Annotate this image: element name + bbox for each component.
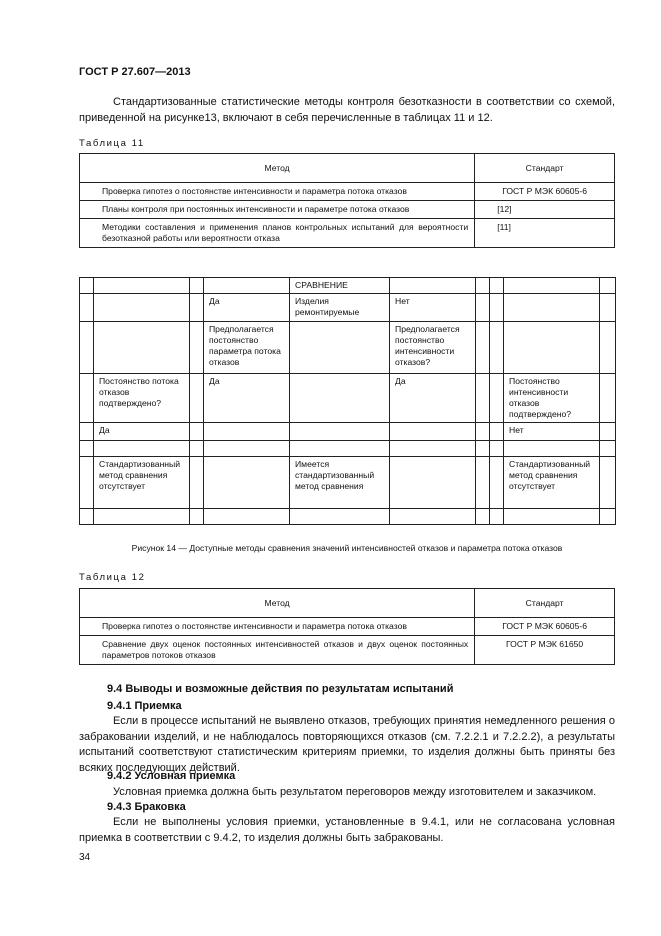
repairable-question-cell: Изделия ремонтируемые <box>290 294 390 322</box>
intro-paragraph: Стандартизованные статистические методы контроля безотказности в соответствии со схемой, приведенной на рисунке13, включают в себя перечисленные в таблицах 11 и 12. <box>79 96 615 124</box>
table12-header-method: Метод <box>80 589 475 618</box>
assumed-intensity-cell: Предполагается постоянство интенсивности отказов? <box>390 322 476 374</box>
section-9-4-3-title: 9.4.3 Браковка <box>107 801 186 813</box>
yes-repairable-cell: Да <box>204 294 290 322</box>
yes-low-cell: Да <box>94 423 190 441</box>
table12-header-standard: Стандарт <box>475 589 615 618</box>
yes-flow-cell: Да <box>204 374 290 423</box>
table-12 <box>79 588 615 665</box>
table11-method-cell: Проверка гипотез о постоянстве интенсивности и параметра потока отказов <box>80 183 475 201</box>
no-repairable-cell: Нет <box>390 294 476 322</box>
table-row <box>80 618 615 636</box>
table-row <box>80 636 615 665</box>
no-standard-right-cell: Стандартизованный метод сравнения отсутствует <box>504 457 600 509</box>
section-9-4-2-title: 9.4.2 Условная приемка <box>107 770 236 782</box>
no-standard-left-cell: Стандартизованный метод сравнения отсутствует <box>94 457 190 509</box>
table12-method-cell: Проверка гипотез о постоянстве интенсивности и параметра потока отказов <box>80 618 475 636</box>
table11-standard-cell: [11] <box>475 219 615 248</box>
section-9-4-3-text: Если не выполнены условия приемки, установленные в 9.4.1, или не согласована условная приемка в соответствии с 9.4.2, то изделия должны быть забракованы. <box>79 816 615 844</box>
page-number: 34 <box>79 852 91 863</box>
table11-header-method: Метод <box>80 154 475 183</box>
table-row <box>80 219 615 248</box>
section-9-4-2-text: Условная приемка должна быть результатом переговоров между изготовителем и заказчиком. <box>113 786 597 798</box>
table11-header-standard: Стандарт <box>475 154 615 183</box>
yes-intensity-cell: Да <box>390 374 476 423</box>
table11-method-cell: Методики составления и применения планов контрольных испытаний для вероятности безотказной работы или вероятности отказа <box>80 219 475 248</box>
section-9-4-title: 9.4 Выводы и возможные действия по результатам испытаний <box>107 683 454 695</box>
table-row <box>80 201 615 219</box>
table12-standard-cell: ГОСТ Р МЭК 60605-6 <box>475 618 615 636</box>
figure-14-flow-table <box>79 277 616 525</box>
table11-caption: Таблица 11 <box>79 138 145 149</box>
document-header: ГОСТ Р 27.607—2013 <box>79 66 191 78</box>
assumed-flow-cell: Предполагается постоянство параметра потока отказов <box>204 322 290 374</box>
section-9-4-1-title: 9.4.1 Приемка <box>107 700 182 712</box>
section-9-4-1-text: Если в процессе испытаний не выявлено отказов, требующих принятия немедленного решения о забраковании изделий, и не наблюдалось повторяющихся отказов (см. 7.2.2.1 и 7.2.2.2), а результаты испытаний соответствуют статистическим критериям приемки, то изделия должны быть приняты без всяких последующих действий. <box>79 715 615 774</box>
table-11 <box>79 153 615 248</box>
standard-exists-cell: Имеется стандартизованный метод сравнения <box>290 457 390 509</box>
table12-standard-cell: ГОСТ Р МЭК 61650 <box>475 636 615 665</box>
table11-standard-cell: [12] <box>475 201 615 219</box>
intensity-confirmed-cell: Постоянство интенсивности отказов подтверждено? <box>504 374 600 423</box>
flow-confirmed-cell: Постоянство потока отказов подтверждено? <box>94 374 190 423</box>
figure-14-caption: Рисунок 14 — Доступные методы сравнения значений интенсивностей отказов и параметра потока отказов <box>131 543 563 553</box>
comparison-cell: СРАВНЕНИЕ <box>290 278 390 294</box>
no-low-cell: Нет <box>504 423 600 441</box>
table11-standard-cell: ГОСТ Р МЭК 60605-6 <box>475 183 615 201</box>
table11-method-cell: Планы контроля при постоянных интенсивности и параметре потока отказов <box>80 201 475 219</box>
table12-method-cell: Сравнение двух оценок постоянных интенсивностей отказов и двух оценок постоянных параметров потоков отказов <box>80 636 475 665</box>
table-row <box>80 183 615 201</box>
table12-caption: Таблица 12 <box>79 572 146 583</box>
